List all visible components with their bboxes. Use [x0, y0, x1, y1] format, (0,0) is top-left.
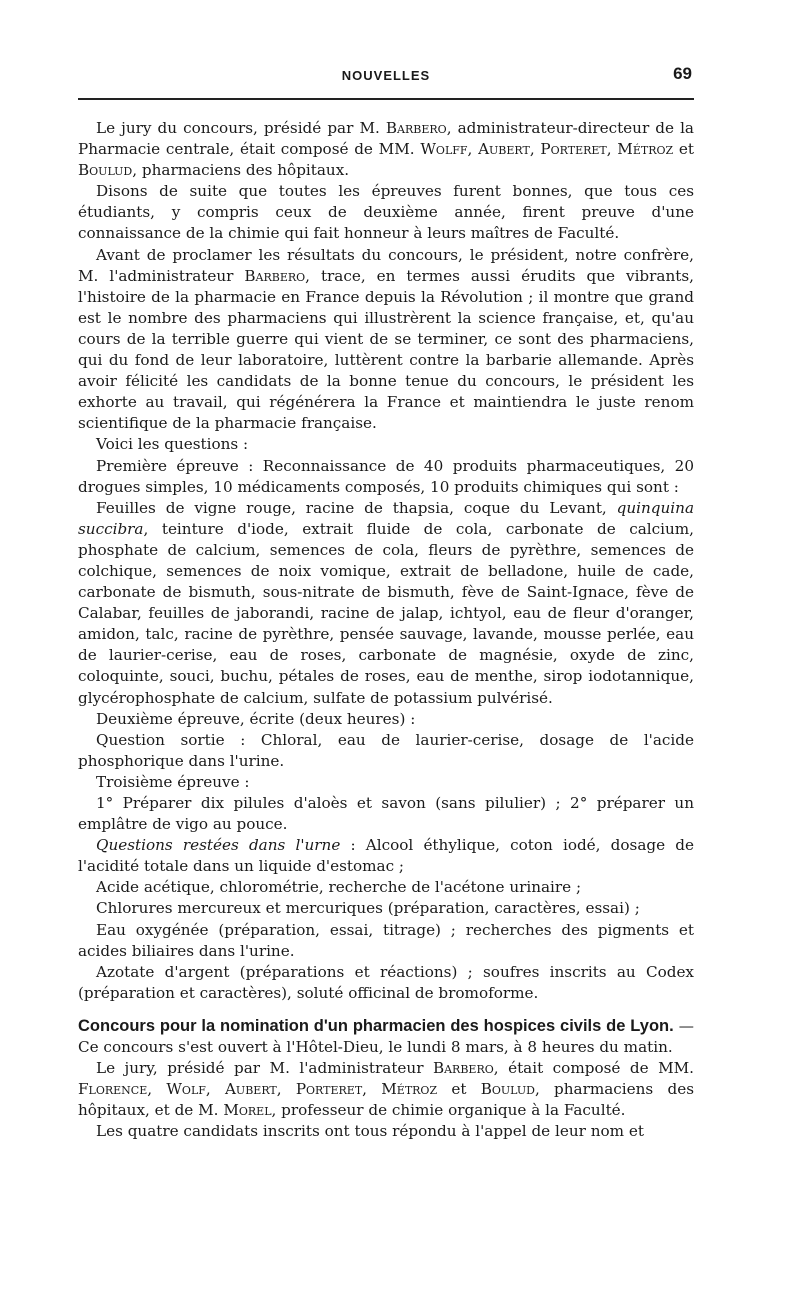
- page-number: 69: [673, 64, 692, 83]
- text-run: et: [673, 140, 694, 159]
- person-name: Boulud: [480, 1080, 535, 1099]
- paragraph-proclamation: [78, 245, 694, 435]
- paragraph-jury: [78, 118, 694, 181]
- paragraph-acide-acetique: Acide acétique, chlorométrie, recherche de l'acétone urinaire ;: [96, 878, 582, 897]
- text-run: , était composé de MM.: [493, 1059, 694, 1078]
- text-run: — Ce concours s'est ouvert à l'Hôtel-Dieu, le lundi 8 mars, à 8 heures du matin.: [78, 1016, 694, 1057]
- person-name: Barbero: [385, 119, 447, 137]
- person-name: Morel: [223, 1101, 272, 1120]
- page-header: [78, 62, 694, 92]
- paragraph-chlorures: Chlorures mercureux et mercuriques (préparation, caractères, essai) ;: [96, 899, 640, 918]
- article-body: [78, 118, 694, 1143]
- person-names: Florence, Wolf, Aubert, Porteret, Métroz: [78, 1080, 438, 1099]
- paragraph-troisieme-epreuve: Troisième épreuve :: [96, 772, 250, 791]
- text-run: Le jury, présidé par M. l'administrateur: [96, 1059, 433, 1078]
- paragraph-deuxieme-epreuve: Deuxième épreuve, écrite (deux heures) :: [96, 709, 416, 728]
- paragraph-preparations: 1° Préparer dix pilules d'aloès et savon (sans pilulier) ; 2° préparer un emplâtre de vigo au pouce.: [78, 794, 694, 834]
- paragraph-questions-urne: [78, 835, 694, 877]
- text-run: , professeur de chimie organique à la Faculté.: [271, 1101, 626, 1120]
- text-run: , pharmaciens des hôpitaux.: [132, 161, 350, 180]
- text-run: Avant de proclamer les résultats du concours, le président, notre confrère, M. l'administrateur: [78, 245, 694, 285]
- paragraph-eau-oxygenee: Eau oxygénée (préparation, essai, titrage) ; recherches des pigments et acides biliaires dans l'urine.: [78, 920, 694, 960]
- person-name: Barbero: [244, 266, 306, 285]
- journal-page: [78, 62, 694, 1143]
- paragraph-product-list: [78, 498, 694, 709]
- text-run: Le jury du concours, présidé par M.: [96, 119, 386, 137]
- text-run: , trace, en termes aussi érudits que vibrants, l'histoire de la pharmacie en France depuis la Révolution ; il montre que grand est le nombre des pharmaciens qui illustrèrent la science française, et, qu'au cours de la terrible guerre qui vient de se terminer, ce sont des pharmaciens, qui du fond de leur laboratoire, luttèrent contre la barbarie allemande. Après avoir félicité les candidats de la bonne tenue du concours, le président les exhorte au travail, qui régénérera la France et maintiendra le juste renom scientifique de la pharmacie française.: [78, 266, 694, 433]
- paragraph-azotate: Azotate d'argent (préparations et réactions) ; soufres inscrits au Codex (préparation et caractères), soluté officinal de bromoforme.: [78, 962, 694, 1002]
- paragraph-questions-intro: Voici les questions :: [96, 435, 249, 454]
- person-names: Wolff, Aubert, Porteret, Métroz: [420, 140, 674, 159]
- paragraph-jury-lyon: [78, 1058, 694, 1121]
- paragraph-premiere-epreuve: Première épreuve : Reconnaissance de 40 produits pharmaceutiques, 20 drogues simples, 10 médicaments composés, 10 produits chimiques qui sont :: [78, 456, 694, 496]
- text-run: : Alcool éthylique, coton iodé, dosage de l'acidité totale dans un liquide d'estomac ;: [78, 836, 694, 876]
- italic-term: quinquina succibra: [78, 498, 694, 538]
- paragraph-question-sortie: Question sortie : Chloral, eau de laurier-cerise, dosage de l'acide phosphorique dans l'urine.: [78, 730, 694, 770]
- text-run: , pharmaciens des hôpitaux, et de M.: [78, 1080, 694, 1120]
- person-name: Barbero: [432, 1059, 494, 1078]
- section-heading: Concours pour la nomination d'un pharmacien des hospices civils de Lyon.: [78, 1016, 674, 1035]
- italic-label: Questions restées dans l'urne: [96, 836, 341, 855]
- person-name: Boulud: [78, 161, 133, 180]
- text-run: et: [437, 1080, 481, 1099]
- text-run: , administrateur-directeur de la Pharmacie centrale, était composé de MM.: [78, 119, 694, 159]
- text-run: , teinture d'iode, extrait fluide de cola, carbonate de calcium, phosphate de calcium, semences de cola, fleurs de pyrèthre, semences de colchique, semences de noix vomique, extrait de belladone, huile de cade, carbonate de bismuth, sous-nitrate de bismuth, fève de Saint-Ignace, fève de Calabar, feuilles de jaborandi, racine de jalap, ichtyol, eau de fleur d'oranger, amidon, talc, racine de pyrèthre, pensée sauvage, lavande, mousse perlée, eau de laurier-cerise, eau de roses, carbonate de magnésie, oxyde de zinc, coloquinte, souci, buchu, pétales de roses, eau de menthe, sirop iodotannique, glycérophosphate de calcium, sulfate de potassium pulvérisé.: [78, 519, 694, 707]
- running-title: NOUVELLES: [341, 68, 431, 83]
- text-run: Feuilles de vigne rouge, racine de thapsia, coque du Levant,: [96, 498, 617, 517]
- paragraph-candidats: Les quatre candidats inscrits ont tous répondu à l'appel de leur nom et: [96, 1122, 644, 1141]
- section-concours-lyon: [78, 1016, 694, 1058]
- paragraph-epreuves: Disons de suite que toutes les épreuves furent bonnes, que tous ces étudiants, y compris ceux de deuxième année, firent preuve d'une connaissance de la chimie qui fait honneur à leurs maîtres de Faculté.: [78, 182, 694, 243]
- header-rule: [78, 98, 694, 100]
